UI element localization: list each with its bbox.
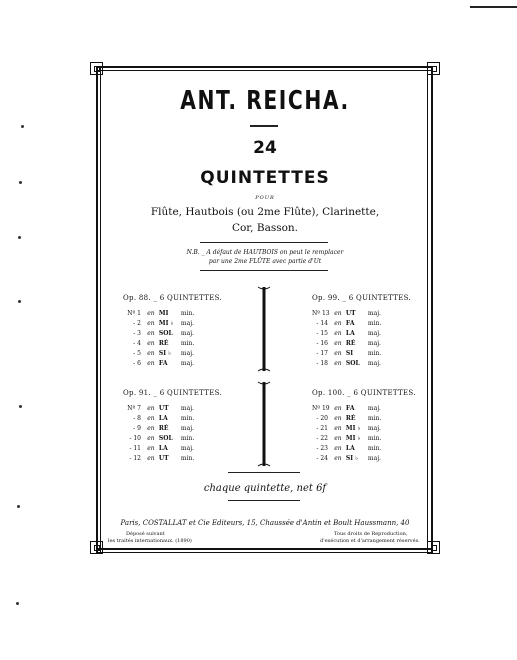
corner-ornament	[427, 62, 440, 75]
instruments-line-1: Flûte, Hautbois (ou 2me Flûte), Clarinette,	[150, 206, 380, 218]
list-item: - 17 en SI min.	[316, 350, 382, 357]
corner-ornament	[90, 541, 103, 554]
list-item: - 4 en RÉ min.	[133, 340, 195, 347]
center-ornament-top	[256, 285, 272, 373]
work-title: QUINTETTES	[200, 168, 330, 188]
list-item: - 20 en RÉ min.	[316, 415, 382, 422]
list-item: Nº 19 en FA maj.	[312, 405, 381, 412]
list-item: - 22 en MI ♭ min.	[316, 435, 382, 442]
speck	[18, 300, 21, 303]
footer-left-line-1: Déposé suivant	[126, 531, 165, 537]
opus-title: Op. 99. _ 6 QUINTETTES.	[312, 294, 411, 302]
corner-ornament	[427, 541, 440, 554]
list-item: Nº 7 en UT maj.	[127, 405, 194, 412]
speck	[21, 125, 24, 128]
quintet-count: 24	[253, 138, 277, 158]
publisher-line: Paris, COSTALLAT et Cie Editeurs, 15, Chaussée d'Antin et Boult Haussmann, 40	[120, 519, 410, 527]
list-item: - 10 en SOL min.	[129, 435, 195, 442]
opus-title: Op. 91. _ 6 QUINTETTES.	[123, 389, 222, 397]
opus-title: Op. 88. _ 6 QUINTETTES.	[123, 294, 222, 302]
top-edge-line	[470, 6, 517, 8]
list-item: - 14 en FA min.	[316, 320, 382, 327]
list-item: - 6 en FA maj.	[133, 360, 194, 367]
list-item: - 15 en LA maj.	[316, 330, 381, 337]
note-line-1: N.B. _ A défaut de HAUTBOIS on peut le remplacer	[186, 249, 344, 256]
list-item: - 18 en SOL maj.	[316, 360, 381, 367]
speck	[16, 602, 19, 605]
list-item: - 11 en LA maj.	[129, 445, 194, 452]
ornament-rule	[250, 125, 278, 127]
list-item: Nº 1 en MI min.	[127, 310, 195, 317]
list-item: - 16 en RÉ maj.	[316, 340, 381, 347]
speck	[19, 405, 22, 408]
price-text: chaque quintette, net 6f	[203, 483, 327, 494]
composer-name: ANT. REICHA.	[180, 86, 350, 116]
center-ornament-bottom	[256, 380, 272, 468]
opus-title: Op. 100. _ 6 QUINTETTES.	[312, 389, 416, 397]
footer-left-line-2: les traités internationaux. (1890)	[108, 538, 192, 544]
list-item: - 2 en MI ♭ maj.	[133, 320, 194, 327]
list-item: - 23 en LA min.	[316, 445, 382, 452]
pour-text: POUR	[255, 195, 275, 201]
instruments-line-2: Cor, Basson.	[231, 222, 299, 234]
list-item: - 21 en MI ♭ maj.	[316, 425, 381, 432]
footer-right-line-2: d'exécution et d'arrangement réservés.	[320, 538, 420, 544]
speck	[18, 236, 21, 239]
corner-ornament	[90, 62, 103, 75]
list-item: - 9 en RÉ maj.	[133, 425, 194, 432]
list-item: - 12 en UT min.	[129, 455, 195, 462]
divider-rule	[228, 500, 300, 501]
speck	[19, 181, 22, 184]
divider-rule	[200, 270, 328, 271]
list-item: - 3 en SOL maj.	[133, 330, 194, 337]
list-item: - 8 en LA min.	[133, 415, 195, 422]
list-item: Nº 13 en UT maj.	[312, 310, 381, 317]
divider-rule	[228, 472, 300, 473]
divider-rule	[200, 242, 328, 243]
speck	[17, 505, 20, 508]
note-line-2: par une 2me FLÛTE avec partie d'Ut	[208, 258, 322, 265]
list-item: - 5 en SI ♭ maj.	[133, 350, 194, 357]
footer-right-line-1: Tous droits de Reproduction,	[334, 531, 408, 537]
list-item: - 24 en SI ♭ maj.	[316, 455, 381, 462]
